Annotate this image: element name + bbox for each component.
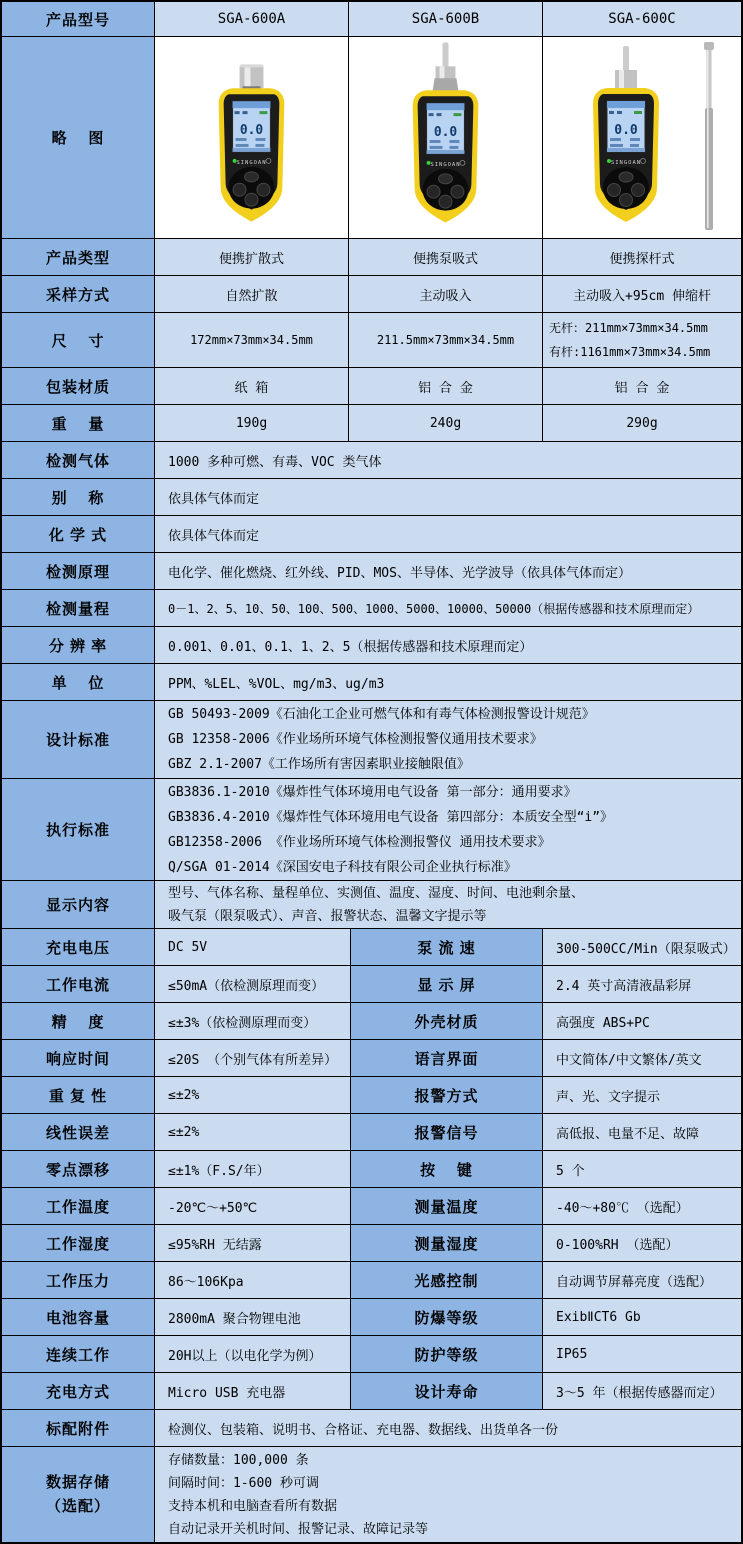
row-detection-principle xyxy=(2,553,741,590)
row-label: 报警信号 xyxy=(351,1114,543,1150)
row-design-standards xyxy=(2,701,741,779)
row-label: 按 键 xyxy=(351,1151,543,1187)
weight-a: 190g xyxy=(155,405,349,441)
dimensions-c-no-rod: 无杆：211mm×73mm×34.5mm xyxy=(549,321,708,335)
row-label: 工作压力 xyxy=(2,1262,155,1298)
lcd-reading: 0.0 xyxy=(613,122,638,138)
row-data-storage xyxy=(2,1447,741,1542)
row-label: 显示内容 xyxy=(2,881,155,928)
row-label: 充电电压 xyxy=(2,929,155,965)
row-label: 连续工作 xyxy=(2,1336,155,1372)
linearity-error-value: ≤±2% xyxy=(155,1114,351,1150)
detection-principle-value: 电化学、催化燃烧、红外线、PID、MOS、半导体、光学波导（依具体气体而定） xyxy=(155,553,741,589)
header-label: 产品型号 xyxy=(2,2,155,36)
row-label: 检测量程 xyxy=(2,590,155,626)
row-label: 报警方式 xyxy=(351,1077,543,1113)
row-units xyxy=(2,664,741,701)
execution-standard-line: GB3836.4-2010《爆炸性气体环境用电气设备 第四部分：本质安全型“i”》 xyxy=(168,809,614,825)
standard-accessories-value: 检测仪、包装箱、说明书、合格证、充电器、数据线、出货单各一份 xyxy=(155,1410,741,1446)
dimensions-c-with-rod: 有杆:1161mm×73mm×34.5mm xyxy=(549,345,711,359)
row-label: 产品类型 xyxy=(2,239,155,275)
product-type-a: 便携扩散式 xyxy=(155,239,349,275)
data-storage-value xyxy=(155,1447,741,1542)
telescopic-rod-illustration xyxy=(704,42,714,230)
row-repeatability-alarm-mode xyxy=(2,1077,741,1114)
detection-range-value: 0－1、2、5、10、50、100、500、1000、5000、10000、50000（根据传感器和技术原理而定） xyxy=(155,590,741,626)
row-standard-accessories xyxy=(2,1410,741,1447)
row-label: 电池容量 xyxy=(2,1299,155,1335)
data-storage-label-line1: 数据存储 xyxy=(45,1473,110,1491)
brand-text: SINGOAN xyxy=(430,161,461,168)
units-value: PPM、%LEL、%VOL、mg/m3、ug/m3 xyxy=(155,664,741,700)
alarm-mode-value: 声、光、文字提示 xyxy=(543,1077,741,1113)
battery-capacity-value: 2800mA 聚合物锂电池 xyxy=(155,1299,351,1335)
display-content-value xyxy=(155,881,741,928)
row-label: 防护等级 xyxy=(351,1336,543,1372)
continuous-work-value: 20H以上（以电化学为例） xyxy=(155,1336,351,1372)
storage-capacity-line: 存储数量：100,000 条 xyxy=(168,1452,309,1468)
lcd-reading: 0.0 xyxy=(433,124,458,140)
design-standard-line: GB 50493-2009《石油化工企业可燃气体和有毒气体检测报警设计规范》 xyxy=(168,707,595,722)
design-life-value: 3～5 年（根据传感器而定） xyxy=(543,1373,741,1409)
row-label: 分 辨 率 xyxy=(2,627,155,663)
row-weight xyxy=(2,405,741,442)
row-detection-range xyxy=(2,590,741,627)
packaging-a: 纸 箱 xyxy=(155,368,349,404)
display-content-line: 型号、气体名称、量程单位、实测值、温度、湿度、时间、电池剩余量、 xyxy=(168,885,585,901)
repeatability-value: ≤±2% xyxy=(155,1077,351,1113)
dimensions-c xyxy=(543,313,741,367)
storage-view-line: 支持本机和电脑查看所有数据 xyxy=(168,1498,338,1514)
row-label: 语言界面 xyxy=(351,1040,543,1076)
measure-humidity-value: 0-100%RH （选配） xyxy=(543,1225,741,1261)
device-image-sga600c xyxy=(543,37,741,238)
working-humidity-value: ≤95%RH 无结露 xyxy=(155,1225,351,1261)
row-label: 测量温度 xyxy=(351,1188,543,1224)
execution-standard-line: GB12358-2006 《作业场所环境气体检测报警仪 通用技术要求》 xyxy=(168,834,551,850)
lcd-reading: 0.0 xyxy=(239,122,264,138)
row-label: 检测原理 xyxy=(2,553,155,589)
row-label: 标配附件 xyxy=(2,1410,155,1446)
display-screen-value: 2.4 英寸高清液晶彩屏 xyxy=(543,966,741,1002)
row-label: 充电方式 xyxy=(2,1373,155,1409)
row-label: 化 学 式 xyxy=(2,516,155,552)
row-label: 采样方式 xyxy=(2,276,155,312)
row-label: 工作电流 xyxy=(2,966,155,1002)
row-sampling-method xyxy=(2,276,741,313)
charge-voltage-value: DC 5V xyxy=(155,929,351,965)
row-chemical-formula xyxy=(2,516,741,553)
row-continuous-work-protection-rating xyxy=(2,1336,741,1373)
row-execution-standards xyxy=(2,779,741,881)
product-type-b: 便携泵吸式 xyxy=(349,239,543,275)
probe-device-illustration xyxy=(544,38,741,238)
row-working-humidity-measure-humidity xyxy=(2,1225,741,1262)
row-label: 设计标准 xyxy=(2,701,155,778)
row-accuracy-housing xyxy=(2,1003,741,1040)
row-label: 泵 流 速 xyxy=(351,929,543,965)
row-label: 重 量 xyxy=(2,405,155,441)
product-type-c: 便携探杆式 xyxy=(543,239,741,275)
zero-drift-value: ≤±1%（F.S/年） xyxy=(155,1151,351,1187)
device-image-sga600b xyxy=(349,37,543,238)
row-detected-gases xyxy=(2,442,741,479)
row-linearity-alarm-signal xyxy=(2,1114,741,1151)
pump-flow-value: 300-500CC/Min（限泵吸式） xyxy=(543,929,741,965)
row-working-current-display xyxy=(2,966,741,1003)
brand-text: SINGOAN xyxy=(236,159,267,166)
button-count-value: 5 个 xyxy=(543,1151,741,1187)
sketch-label: 略 图 xyxy=(2,37,155,238)
row-label: 工作湿度 xyxy=(2,1225,155,1261)
storage-autorecord-line: 自动记录开关机时间、报警记录、故障记录等 xyxy=(168,1521,429,1537)
model-name-sga600c: SGA-600C xyxy=(543,2,741,36)
row-label: 设计寿命 xyxy=(351,1373,543,1409)
housing-material-value: 高强度 ABS+PC xyxy=(543,1003,741,1039)
design-standard-line: GB 12358-2006《作业场所环境气体检测报警仪通用技术要求》 xyxy=(168,732,543,747)
row-battery-explosion-rating xyxy=(2,1299,741,1336)
chemical-formula-value: 依具体气体而定 xyxy=(155,516,741,552)
row-packaging xyxy=(2,368,741,405)
accuracy-value: ≤±3%（依检测原理而变） xyxy=(155,1003,351,1039)
working-current-value: ≤50mA（依检测原理而变） xyxy=(155,966,351,1002)
row-display-content xyxy=(2,881,741,929)
language-ui-value: 中文简体/中文繁体/英文 xyxy=(543,1040,741,1076)
weight-b: 240g xyxy=(349,405,543,441)
row-label xyxy=(2,1447,155,1542)
row-charging-method-design-life xyxy=(2,1373,741,1410)
row-label: 防爆等级 xyxy=(351,1299,543,1335)
sketch-row xyxy=(2,37,741,239)
response-time-value: ≤20S （个别气体有所差异） xyxy=(155,1040,351,1076)
design-standard-line: GBZ 2.1-2007《工作场所有害因素职业接触限值》 xyxy=(168,757,470,772)
row-label: 显 示 屏 xyxy=(351,966,543,1002)
working-pressure-value: 86～106Kpa xyxy=(155,1262,351,1298)
row-charge-voltage-pump-flow xyxy=(2,929,741,966)
alias-value: 依具体气体而定 xyxy=(155,479,741,515)
row-zero-drift-buttons xyxy=(2,1151,741,1188)
row-dimensions xyxy=(2,313,741,368)
packaging-b: 铝 合 金 xyxy=(349,368,543,404)
sampling-b: 主动吸入 xyxy=(349,276,543,312)
row-label: 重 复 性 xyxy=(2,1077,155,1113)
device-image-sga600a xyxy=(155,37,349,238)
dimensions-b: 211.5mm×73mm×34.5mm xyxy=(349,313,543,367)
row-label: 检测气体 xyxy=(2,442,155,478)
execution-standard-line: GB3836.1-2010《爆炸性气体环境用电气设备 第一部分：通用要求》 xyxy=(168,784,577,800)
pump-device-illustration xyxy=(349,38,542,238)
packaging-c: 铝 合 金 xyxy=(543,368,741,404)
sampling-a: 自然扩散 xyxy=(155,276,349,312)
row-label: 包装材质 xyxy=(2,368,155,404)
storage-interval-line: 间隔时间：1-600 秒可调 xyxy=(168,1475,319,1491)
data-storage-label-line2: （选配） xyxy=(45,1497,110,1515)
row-label: 测量湿度 xyxy=(351,1225,543,1261)
explosion-proof-rating-value: ExibⅡCT6 Gb xyxy=(543,1299,741,1335)
row-label: 工作温度 xyxy=(2,1188,155,1224)
row-working-pressure-light-control xyxy=(2,1262,741,1299)
resolution-value: 0.001、0.01、0.1、1、2、5（根据传感器和技术原理而定） xyxy=(155,627,741,663)
display-content-line: 吸气泵（限泵吸式）、声音、报警状态、温馨文字提示等 xyxy=(168,908,487,924)
row-response-time-language xyxy=(2,1040,741,1077)
row-label: 别 称 xyxy=(2,479,155,515)
row-label: 尺 寸 xyxy=(2,313,155,367)
alarm-signal-value: 高低报、电量不足、故障 xyxy=(543,1114,741,1150)
model-name-sga600a: SGA-600A xyxy=(155,2,349,36)
model-name-sga600b: SGA-600B xyxy=(349,2,543,36)
measure-temp-value: -40～+80℃ （选配） xyxy=(543,1188,741,1224)
execution-standard-line: Q/SGA 01-2014《深国安电子科技有限公司企业执行标准》 xyxy=(168,859,517,875)
dimensions-a: 172mm×73mm×34.5mm xyxy=(155,313,349,367)
row-resolution xyxy=(2,627,741,664)
weight-c: 290g xyxy=(543,405,741,441)
charging-method-value: Micro USB 充电器 xyxy=(155,1373,351,1409)
protection-rating-value: IP65 xyxy=(543,1336,741,1372)
design-standards-value xyxy=(155,701,741,778)
light-control-value: 自动调节屏幕亮度（选配） xyxy=(543,1262,741,1298)
row-label: 单 位 xyxy=(2,664,155,700)
row-label: 光感控制 xyxy=(351,1262,543,1298)
row-label: 执行标准 xyxy=(2,779,155,880)
execution-standards-value xyxy=(155,779,741,880)
detected-gases-value: 1000 多种可燃、有毒、VOC 类气体 xyxy=(155,442,741,478)
row-label: 外壳材质 xyxy=(351,1003,543,1039)
sampling-c: 主动吸入+95cm 伸缩杆 xyxy=(543,276,741,312)
row-alias xyxy=(2,479,741,516)
diffusion-device-illustration xyxy=(155,38,348,238)
row-product-type xyxy=(2,239,741,276)
brand-text: SINGOAN xyxy=(610,159,641,166)
table-header-row xyxy=(2,2,741,37)
row-label: 线性误差 xyxy=(2,1114,155,1150)
row-working-temp-measure-temp xyxy=(2,1188,741,1225)
row-label: 零点漂移 xyxy=(2,1151,155,1187)
working-temp-value: -20℃～+50℃ xyxy=(155,1188,351,1224)
row-label: 响应时间 xyxy=(2,1040,155,1076)
row-label: 精 度 xyxy=(2,1003,155,1039)
